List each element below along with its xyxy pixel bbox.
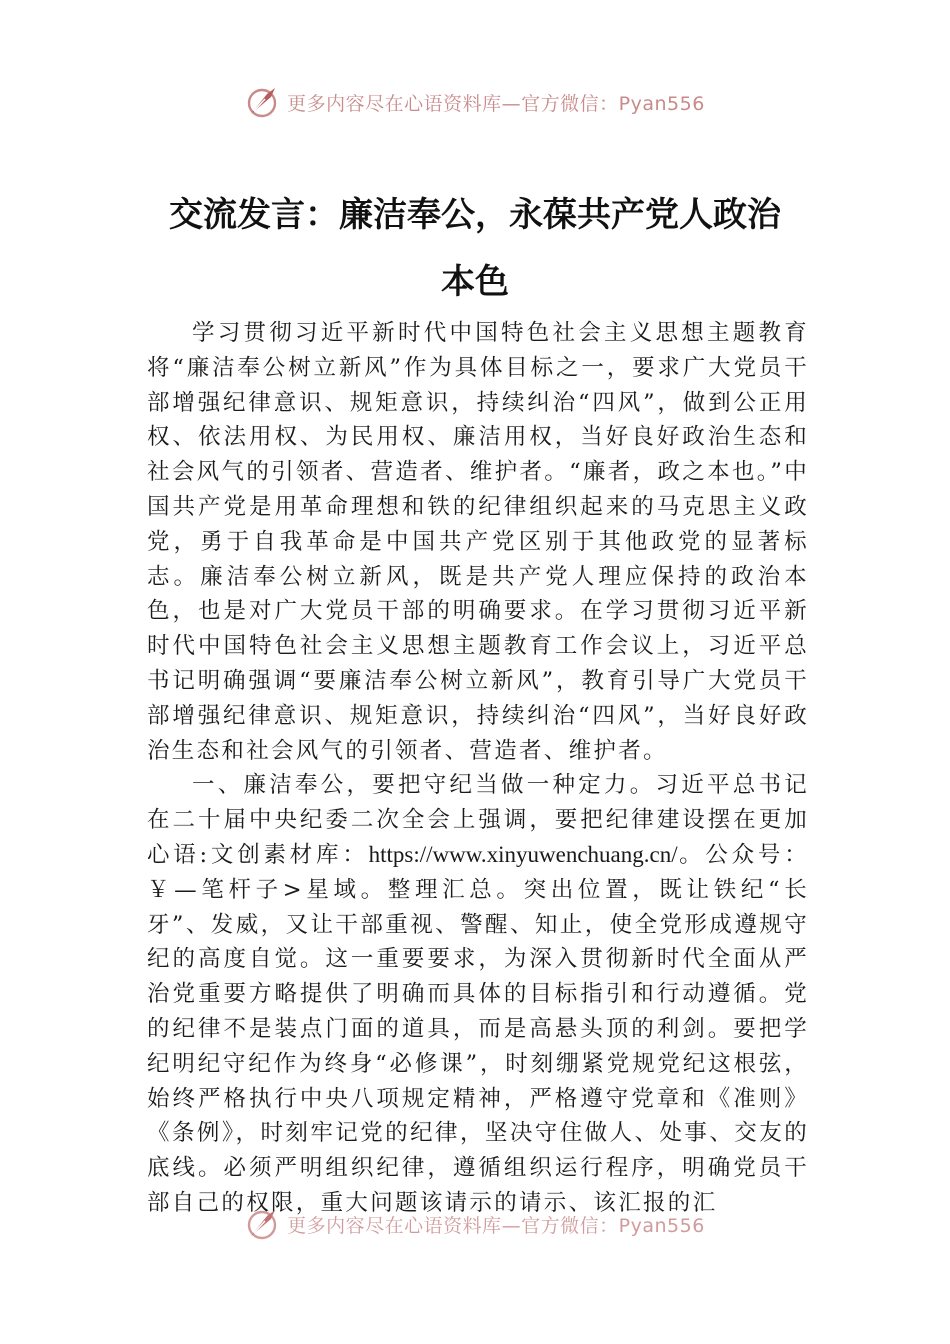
document-title-line-2: 本色 (441, 262, 509, 302)
document-title (140, 182, 810, 316)
paragraph-intro: 学习贯彻习近平新时代中国特色社会主义思想主题教育将“廉洁奉公树立新风”作为具体目标之一，要求广大党员干部增强纪律意识、规矩意识，持续纠治“四风”，做到公正用权、依法用权、为民用权、廉洁用权，当好良好政治生态和社会风气的引领者、营造者、维护者。“廉者，政之本也。”中国共产党是用革命理想和铁的纪律组织起来的马克思主义政党，勇于自我革命是中国共产党区别于其他政党的显著标志。廉洁奉公树立新风，既是共产党人理应保持的政治本色，也是对广大党员干部的明确要求。在学习贯彻习近平新时代中国特色社会主义思想主题教育工作会议上，习近平总书记明确强调“要廉洁奉公树立新风”，教育引导广大党员干部增强纪律意识、规矩意识，持续纠治“四风”，当好良好政治生态和社会风气的引领者、营造者、维护者。 (147, 320, 809, 764)
watermark-text: 更多内容尽在心语资料库—官方微信：Pyan556 (287, 1214, 705, 1237)
source-url-link[interactable]: https://www.xinyuwenchuang.cn/ (368, 841, 678, 867)
watermark-text: 更多内容尽在心语资料库—官方微信：Pyan556 (287, 92, 705, 115)
document-body (147, 316, 809, 1215)
paragraph-section-1 (147, 768, 809, 1215)
paragraph-section-1-part-b: 。公众号：￥—笔杆子>星域。整理汇总。突出位置，既让铁纪“长牙”、发威，又让干部重视、警醒、知止，使全党形成遵规守纪的高度自觉。这一重要要求，为深入贯彻新时代全面从严治党重要方略提供了明确而具体的目标指引和行动遵循。党的纪律不是装点门面的道具，而是高悬头顶的利剑。要把学纪明纪守纪作为终身“必修课”，时刻绷紧党规党纪这根弦，始终严格执行中央八项规定精神，严格遵守党章和《准则》《条例》，时刻牢记党的纪律，坚决守住做人、处事、交友的底线。必须严明组织纪律，遵循组织运行程序，明确党员干部自己的权限，重大问题该请示的请示、该汇报的汇 (147, 841, 809, 1215)
document-title-line-1: 交流发言：廉洁奉公，永葆共产党人政治 (169, 195, 781, 235)
watermark-footer (0, 1204, 950, 1244)
pen-quill-logo-icon (245, 1206, 281, 1242)
paragraph-section-1-part-a: 一、廉洁奉公，要把守纪当做一种定力。习近平总书记在二十届中央纪委二次全会上强调，要把纪律建设摆在更加心语:文创素材库： (147, 772, 809, 868)
